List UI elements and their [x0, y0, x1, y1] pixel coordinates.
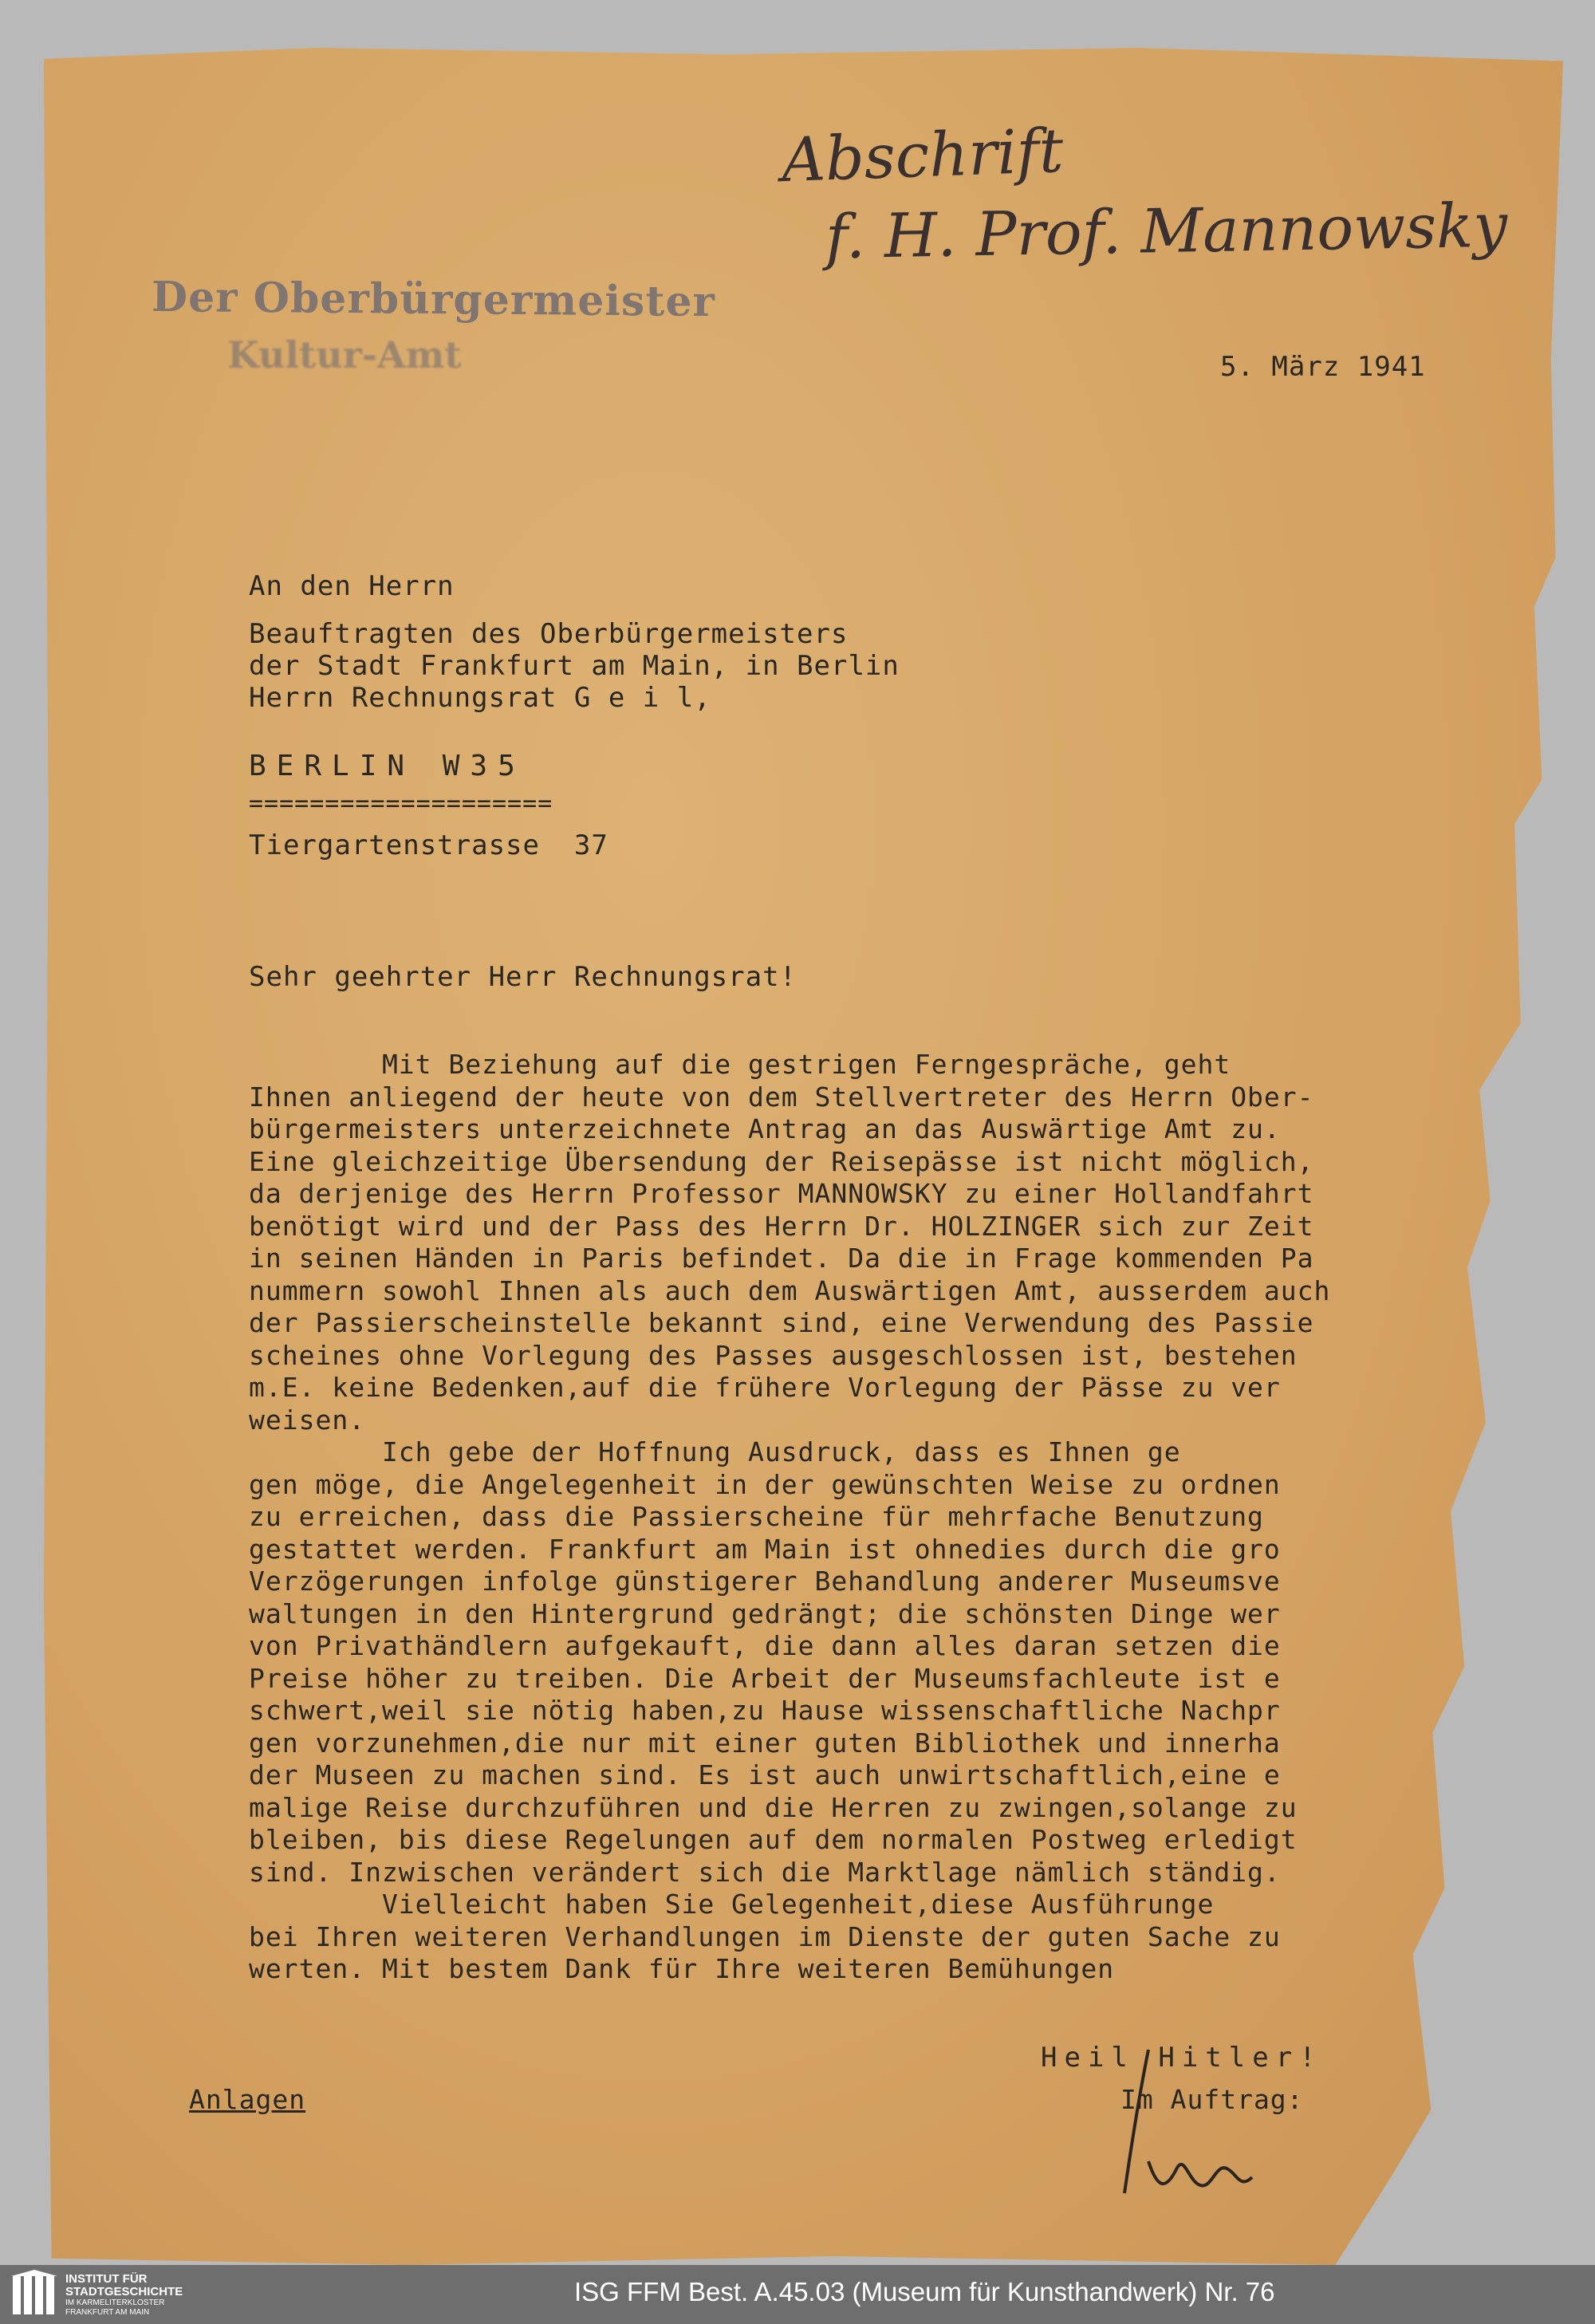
letterhead-stamp: Der Oberbürgermeister: [151, 272, 716, 327]
body-line: da derjenige des Herrn Professor MANNOWSKY zu einer Hollandfahrt: [249, 1178, 1314, 1209]
body-line: sind. Inzwischen verändert sich die Marktlage nämlich ständig.: [249, 1857, 1281, 1888]
body-line: benötigt wird und der Pass des Herrn Dr. HOLZINGER sich zur Zeit: [249, 1211, 1314, 1242]
address-line: der Stadt Frankfurt am Main, in Berlin: [249, 650, 900, 682]
body-line: Vielleicht haben Sie Gelegenheit,diese Ausführunge: [249, 1889, 1215, 1920]
signature-mark: [1101, 2042, 1356, 2201]
body-line: bei Ihren weiteren Verhandlungen im Dienste der guten Sache zu: [249, 1921, 1281, 1952]
body-line: zu erreichen, dass die Passierscheine für mehrfache Benutzung: [249, 1501, 1264, 1532]
body-line: malige Reise durchzuführen und die Herren zu zwingen,solange zu: [249, 1792, 1298, 1823]
institute-name-line4: FRANKFURT AM MAIN: [65, 2308, 150, 2317]
institute-name-line2: STADTGESCHICHTE: [65, 2285, 183, 2298]
body-line: weisen.: [249, 1404, 366, 1436]
letter-date: 5. März 1941: [1220, 351, 1426, 383]
department-stamp: Kultur-Amt: [227, 333, 462, 376]
enclosures-label: Anlagen: [189, 2084, 306, 2115]
body-line: nummern sowohl Ihnen als auch dem Auswärtigen Amt, ausserdem auch: [249, 1275, 1331, 1306]
address-street: Tiergartenstrasse 37: [249, 829, 608, 861]
body-line: von Privathändlern aufgekauft, die dann alles daran setzen die: [249, 1630, 1281, 1661]
body-line: m.E. keine Bedenken,auf die frühere Vorlegung der Pässe zu ver: [249, 1372, 1281, 1403]
institute-name-line3: IM KARMELITERKLOSTER: [65, 2298, 165, 2307]
institute-logo-icon: [10, 2270, 59, 2318]
body-line: der Passierscheinstelle bekannt sind, eine Verwendung des Passie: [249, 1307, 1314, 1338]
body-line: bürgermeisters unterzeichnete Antrag an das Auswärtige Amt zu.: [249, 1113, 1281, 1144]
address-underline: ====================: [249, 790, 553, 817]
body-line: gen vorzunehmen,die nur mit einer guten Bibliothek und innerha: [249, 1727, 1281, 1759]
body-line: in seinen Händen in Paris befindet. Da die in Frage kommenden Pa: [249, 1243, 1314, 1274]
body-line: scheines ohne Vorlegung des Passes ausgeschlossen ist, bestehen: [249, 1340, 1298, 1371]
body-line: waltungen in den Hintergrund gedrängt; die schönsten Dinge wer: [249, 1598, 1281, 1629]
institute-name-line1: INSTITUT FÜR: [65, 2272, 148, 2286]
body-line: gestattet werden. Frankfurt am Main ist ohnedies durch die gro: [249, 1534, 1281, 1565]
handwritten-note-line1: Abschrift: [780, 114, 1065, 196]
body-line: Eine gleichzeitige Übersendung der Reisepässe ist nicht möglich,: [249, 1146, 1314, 1177]
address-line: An den Herrn: [249, 570, 455, 602]
salutation: Sehr geehrter Herr Rechnungsrat!: [249, 961, 798, 993]
address-line: Beauftragten des Oberbürgermeisters: [249, 618, 849, 650]
body-line: Preise höher zu treiben. Die Arbeit der Museumsfachleute ist e: [249, 1663, 1281, 1694]
body-line: werten. Mit bestem Dank für Ihre weiteren Bemühungen: [249, 1953, 1115, 1984]
address-line: Herrn Rechnungsrat G e i l,: [249, 682, 711, 714]
body-line: gen möge, die Angelegenheit in der gewünschten Weise zu ordnen: [249, 1469, 1281, 1500]
body-line: Ihnen anliegend der heute von dem Stellvertreter des Herrn Ober-: [249, 1081, 1314, 1113]
body-line: Verzögerungen infolge günstigerer Behandlung anderer Museumsve: [249, 1566, 1281, 1597]
body-line: bleiben, bis diese Regelungen auf dem normalen Postweg erledigt: [249, 1824, 1298, 1855]
body-line: der Museen zu machen sind. Es ist auch unwirtschaftlich,eine e: [249, 1759, 1281, 1790]
body-line: schwert,weil sie nötig haben,zu Hause wissenschaftliche Nachpr: [249, 1695, 1281, 1726]
body-line: Mit Beziehung auf die gestrigen Ferngespräche, geht: [249, 1049, 1231, 1080]
body-line: Ich gebe der Hoffnung Ausdruck, dass es Ihnen ge: [249, 1436, 1181, 1467]
closing-auftrag: Im Auftrag:: [1120, 2084, 1304, 2115]
handwritten-note-line2: f. H. Prof. Mannowsky: [825, 189, 1508, 273]
closing-greeting: Heil Hitler!: [1041, 2042, 1323, 2074]
archive-caption: ISG FFM Best. A.45.03 (Museum für Kunsthandwerk) Nr. 76: [574, 2277, 1275, 2306]
address-city: BERLIN W35: [249, 750, 526, 782]
